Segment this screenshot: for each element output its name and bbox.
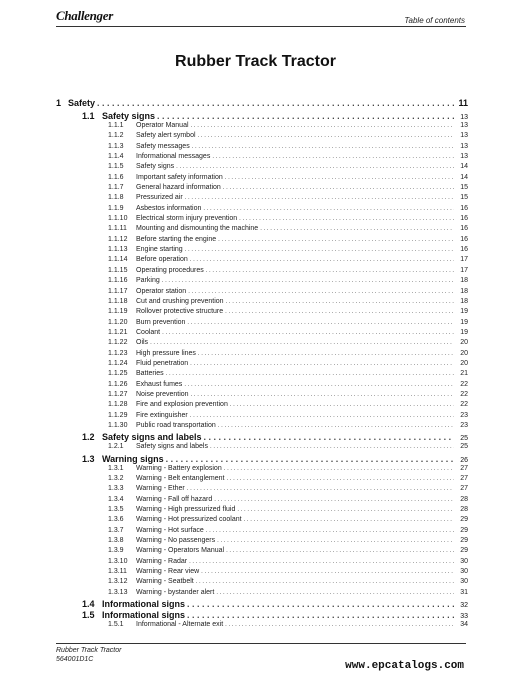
toc-entry[interactable] [56, 288, 468, 298]
toc-entry[interactable] [56, 225, 468, 235]
toc-dot-leader [226, 476, 454, 482]
toc-entry[interactable] [56, 547, 468, 557]
toc-entry-label: High pressure lines [136, 349, 196, 357]
toc-entry-label: Warning - Rear view [136, 568, 200, 576]
toc-entry-number: 1.3.5 [108, 506, 124, 514]
toc-entry[interactable] [56, 122, 468, 132]
toc-entry-page: 15 [460, 184, 468, 192]
toc-entry[interactable] [56, 496, 468, 506]
toc-entry-number: 1.1.2 [108, 132, 124, 140]
toc-entry-page: 16 [460, 235, 468, 243]
toc-entry-number: 1.1.21 [108, 328, 128, 336]
toc-entry-page: 13 [460, 114, 468, 121]
toc-entry[interactable] [56, 298, 468, 308]
toc-dot-leader [196, 579, 454, 585]
toc-entry-label: Warning - Belt entanglement [136, 475, 225, 482]
toc-entry[interactable] [56, 589, 468, 599]
toc-entry-number: 1.1.17 [108, 287, 128, 295]
toc-dot-leader [187, 320, 454, 326]
watermark-url: www.epcatalogs.com [345, 660, 464, 672]
toc-entry-label: Fire and explosion prevention [136, 401, 228, 409]
toc-entry-number: 1.3.3 [108, 485, 124, 493]
footer-doc-number: 564001D1C [56, 656, 94, 663]
toc-entry[interactable] [56, 516, 468, 526]
toc-dot-leader [184, 382, 454, 388]
toc-entry[interactable] [56, 475, 468, 485]
toc-entry-page: 13 [460, 122, 468, 129]
toc-dot-leader [244, 517, 454, 523]
toc-entry[interactable] [56, 527, 468, 537]
toc-dot-leader [225, 622, 454, 628]
toc-entry[interactable] [56, 621, 468, 631]
toc-entry-page: 22 [460, 380, 468, 388]
toc-entry-page: 17 [460, 266, 468, 274]
toc-entry-number: 1.3.8 [108, 537, 124, 545]
toc-entry[interactable] [56, 381, 468, 391]
toc-dot-leader [214, 497, 454, 503]
toc-entry-label: Electrical storm injury prevention [136, 215, 238, 223]
toc-entry[interactable] [56, 277, 468, 287]
toc-entry-page: 19 [460, 308, 468, 316]
toc-entry-number: 1.1 [82, 111, 95, 121]
toc-entry[interactable] [56, 132, 468, 142]
toc-dot-leader [198, 133, 454, 139]
toc-entry[interactable] [56, 401, 468, 411]
toc-entry[interactable] [56, 339, 468, 349]
toc-dot-leader [198, 351, 454, 357]
toc-entry-page: 27 [460, 485, 468, 493]
toc-entry-number: 1.1.6 [108, 173, 124, 181]
footer-doc-title: Rubber Track Tractor [56, 647, 122, 654]
header-divider [56, 26, 466, 27]
toc-entry[interactable] [56, 443, 468, 453]
toc-entry-page: 27 [460, 475, 468, 482]
toc-entry-number: 1.3.10 [108, 557, 128, 565]
toc-entry-number: 1.1.15 [108, 266, 128, 274]
toc-entry-label: Oils [136, 339, 149, 347]
toc-entry[interactable] [56, 610, 468, 621]
toc-entry-page: 28 [460, 506, 468, 514]
toc-entry[interactable] [56, 163, 468, 173]
toc-entry-number: 1.5 [82, 610, 95, 621]
toc-entry-page: 14 [460, 163, 468, 171]
toc-entry-page: 23 [460, 421, 468, 429]
toc-entry-label: Asbestos information [136, 204, 202, 212]
footer-divider [56, 643, 466, 644]
toc-entry-label: Exhaust fumes [136, 380, 183, 388]
toc-entry-label: Fluid penetration [136, 359, 189, 367]
page-header [0, 6, 511, 36]
toc-entry-page: 34 [460, 621, 468, 629]
toc-entry-label: Warning - Fall off hazard [136, 495, 213, 503]
toc-dot-leader [157, 111, 454, 121]
toc-dot-leader [97, 98, 454, 108]
toc-entry-label: Warning - bystander alert [136, 588, 215, 596]
toc-entry-label: Before operation [136, 256, 188, 264]
toc-entry[interactable] [56, 412, 468, 422]
toc-dot-leader [239, 216, 454, 222]
toc-entry-number: 1.1.12 [108, 235, 128, 243]
toc-entry[interactable] [56, 246, 468, 256]
toc-entry-label: Safety signs and labels [102, 432, 202, 443]
toc-dot-leader [230, 402, 454, 408]
toc-entry[interactable] [56, 360, 468, 370]
toc-entry-page: 29 [460, 516, 468, 524]
toc-entry[interactable] [56, 236, 468, 246]
toc-dot-leader [216, 590, 454, 596]
toc-entry-page: 11 [458, 98, 468, 108]
toc-entry-number: 1.1.19 [108, 308, 128, 316]
toc-entry-label: Mounting and dismounting the machine [136, 225, 259, 233]
toc-entry-page: 20 [460, 339, 468, 347]
toc-dot-leader [192, 144, 454, 150]
toc-entry-label: Cut and crushing prevention [136, 297, 224, 305]
toc-dot-leader [210, 444, 454, 450]
toc-entry-number: 1.2.1 [108, 443, 124, 451]
toc-entry-number: 1.1.23 [108, 349, 128, 357]
toc-entry-number: 1.1.25 [108, 370, 128, 378]
toc-dot-leader [190, 257, 454, 263]
toc-entry-label: Public road transportation [136, 421, 216, 429]
toc-entry-page: 22 [460, 401, 468, 409]
toc-entry-page: 13 [460, 132, 468, 140]
toc-dot-leader [206, 528, 454, 534]
toc-dot-leader [201, 569, 454, 575]
toc-entry-number: 1.3.9 [108, 547, 124, 555]
toc-entry[interactable] [56, 370, 468, 380]
toc-entry-number: 1.1.20 [108, 318, 128, 326]
toc-entry[interactable] [56, 143, 468, 153]
toc-entry-page: 29 [460, 537, 468, 545]
toc-entry-page: 13 [460, 153, 468, 161]
toc-entry[interactable] [56, 506, 468, 516]
toc-entry-label: Warning - Hot surface [136, 526, 204, 534]
toc-dot-leader [203, 206, 454, 212]
toc-entry-number: 1.1.30 [108, 421, 128, 429]
toc-entry-label: Batteries [136, 370, 164, 378]
toc-entry-page: 28 [460, 495, 468, 503]
toc-entry-page: 25 [460, 435, 468, 443]
toc-entry-label: Informational signs [102, 599, 186, 610]
toc-entry-page: 21 [460, 370, 468, 378]
toc-entry-label: Operator station [136, 287, 187, 295]
toc-entry[interactable] [56, 350, 468, 360]
toc-entry-number: 1.1.3 [108, 142, 124, 150]
toc-dot-leader [217, 538, 454, 544]
toc-entry-label: General hazard information [136, 184, 221, 192]
toc-entry-number: 1.3.2 [108, 475, 124, 482]
toc-entry-label: Safety signs and labels [136, 443, 208, 451]
toc-entry-label: Parking [136, 277, 160, 285]
toc-entry-label: Rollover protective structure [136, 308, 224, 316]
toc-entry-number: 1.1.4 [108, 153, 124, 161]
toc-entry[interactable] [56, 578, 468, 588]
toc-entry-label: Burn prevention [136, 318, 186, 326]
toc-entry[interactable] [56, 537, 468, 547]
toc-entry-page: 29 [460, 526, 468, 534]
toc-entry-label: Noise prevention [136, 390, 189, 398]
toc-entry-number: 1.1.22 [108, 339, 128, 347]
toc-dot-leader [189, 559, 454, 565]
toc-entry-number: 1.1.10 [108, 215, 128, 223]
toc-entry[interactable] [56, 267, 468, 277]
toc-dot-leader [260, 226, 454, 232]
toc-entry-number: 1.3.7 [108, 526, 124, 534]
toc-entry-number: 1.1.14 [108, 256, 128, 264]
toc-entry-page: 16 [460, 246, 468, 254]
toc-entry-number: 1.1.29 [108, 411, 128, 419]
toc-entry-label: Warning - Seatbelt [136, 578, 194, 586]
toc-entry[interactable] [56, 391, 468, 401]
toc-dot-leader [226, 299, 454, 305]
toc-entry[interactable] [56, 215, 468, 225]
toc-entry-number: 1.3.12 [108, 578, 128, 586]
toc-entry-number: 1.4 [82, 599, 95, 610]
toc-dot-leader [223, 185, 454, 191]
toc-entry[interactable] [56, 205, 468, 215]
toc-dot-leader [185, 247, 454, 253]
toc-entry-number: 1.1.28 [108, 401, 128, 409]
toc-entry-page: 17 [460, 256, 468, 264]
toc-entry-label: Coolant [136, 328, 161, 336]
toc-entry-page: 18 [460, 277, 468, 285]
toc-dot-leader [212, 154, 454, 160]
toc-dot-leader [166, 454, 454, 464]
toc-entry-label: Warning - Hot pressurized coolant [136, 516, 242, 524]
toc-dot-leader [162, 330, 454, 336]
toc-entry-label: Safety signs [102, 111, 156, 121]
toc-dot-leader [206, 268, 454, 274]
toc-entry-number: 1.3.4 [108, 495, 124, 503]
toc-entry-label: Warning - No passengers [136, 537, 216, 545]
toc-entry-page: 30 [460, 578, 468, 586]
toc-entry-label: Operator Manual [136, 122, 189, 129]
toc-entry[interactable] [56, 329, 468, 339]
toc-entry-page: 23 [460, 411, 468, 419]
toc-entry-page: 33 [460, 613, 468, 621]
toc-entry-page: 26 [460, 456, 468, 464]
toc-entry-label: Warning signs [102, 453, 164, 464]
toc-entry-page: 14 [460, 173, 468, 181]
toc-entry-page: 19 [460, 328, 468, 336]
toc-dot-leader [218, 423, 454, 429]
toc-entry[interactable] [56, 256, 468, 266]
toc-entry-label: Safety [68, 98, 96, 108]
toc-entry-number: 1.1.1 [108, 122, 124, 129]
toc-entry-page: 15 [460, 194, 468, 202]
toc-entry-number: 1 [56, 98, 62, 108]
toc-entry-label: Warning - Radar [136, 557, 188, 565]
toc-entry-number: 1.1.11 [108, 225, 127, 233]
toc-entry[interactable] [56, 599, 468, 610]
section-title: Table of contents [404, 16, 465, 25]
toc-dot-leader [218, 237, 454, 243]
toc-entry[interactable] [56, 568, 468, 578]
toc-entry-page: 20 [460, 359, 468, 367]
toc-entry-label: Warning - Operators Manual [136, 547, 225, 555]
toc-entry-label: Operating procedures [136, 266, 204, 274]
toc-entry-label: Safety signs [136, 163, 175, 171]
toc-entry-label: Informational messages [136, 153, 211, 161]
toc-entry-number: 1.3.1 [108, 464, 124, 472]
toc-entry-page: 18 [460, 297, 468, 305]
toc-entry-page: 19 [460, 318, 468, 326]
table-of-contents [56, 98, 468, 631]
toc-entry-label: Important safety information [136, 173, 223, 181]
toc-entry-number: 1.1.18 [108, 297, 128, 305]
toc-dot-leader [185, 195, 454, 201]
toc-entry[interactable] [56, 98, 468, 111]
toc-entry-number: 1.3.11 [108, 568, 127, 576]
toc-entry[interactable] [56, 308, 468, 318]
toc-entry-number: 1.5.1 [108, 621, 124, 629]
toc-entry[interactable] [56, 153, 468, 163]
toc-entry-number: 1.1.27 [108, 390, 128, 398]
toc-entry-page: 30 [460, 557, 468, 565]
toc-entry-label: Informational signs [102, 610, 186, 621]
toc-entry-page: 16 [460, 215, 468, 223]
toc-entry[interactable] [56, 432, 468, 443]
toc-dot-leader [187, 599, 454, 609]
footer-doc-info [56, 646, 121, 664]
toc-entry-label: Warning - Battery explosion [136, 464, 222, 472]
toc-entry-number: 1.1.8 [108, 194, 124, 202]
toc-entry-page: 27 [460, 464, 468, 472]
toc-dot-leader [188, 289, 454, 295]
toc-dot-leader [225, 175, 454, 181]
toc-entry[interactable] [56, 194, 468, 204]
toc-entry-page: 18 [460, 287, 468, 295]
toc-entry-number: 1.1.16 [108, 277, 128, 285]
toc-entry-label: Warning - High pressurized fluid [136, 506, 236, 514]
toc-entry-number: 1.1.9 [108, 204, 124, 212]
toc-entry[interactable] [56, 558, 468, 568]
toc-entry[interactable] [56, 319, 468, 329]
toc-entry-page: 29 [460, 547, 468, 555]
toc-entry-label: Pressurized air [136, 194, 183, 202]
toc-entry-label: Safety messages [136, 142, 190, 150]
toc-entry[interactable] [56, 465, 468, 475]
toc-entry[interactable] [56, 454, 468, 465]
toc-entry[interactable] [56, 111, 468, 122]
toc-entry[interactable] [56, 485, 468, 495]
toc-entry-number: 1.3.6 [108, 516, 124, 524]
toc-dot-leader [191, 123, 454, 129]
toc-entry-label: Warning - Ether [136, 485, 185, 493]
toc-dot-leader [150, 340, 454, 346]
toc-entry-page: 31 [460, 588, 468, 596]
toc-entry[interactable] [56, 174, 468, 184]
toc-dot-leader [225, 309, 454, 315]
toc-entry-number: 1.3 [82, 453, 95, 464]
toc-dot-leader [187, 486, 454, 492]
toc-entry-label: Informational - Alternate exit [136, 621, 224, 629]
toc-entry-number: 1.1.26 [108, 380, 128, 388]
toc-dot-leader [204, 432, 454, 442]
toc-entry-page: 13 [460, 142, 468, 150]
toc-entry[interactable] [56, 184, 468, 194]
toc-dot-leader [237, 507, 454, 513]
toc-entry-label: Before starting the engine [136, 235, 217, 243]
page-title: Rubber Track Tractor [175, 53, 336, 70]
toc-dot-leader [190, 361, 454, 367]
toc-entry-label: Fire extinguisher [136, 411, 188, 419]
toc-entry-number: 1.2 [82, 432, 95, 443]
toc-dot-leader [162, 278, 454, 284]
toc-dot-leader [226, 548, 454, 554]
toc-entry-page: 25 [460, 443, 468, 451]
toc-entry-number: 1.1.5 [108, 163, 124, 171]
toc-entry-page: 16 [460, 225, 468, 233]
toc-entry-label: Engine starting [136, 246, 183, 254]
toc-dot-leader [187, 610, 454, 620]
challenger-logo: Challenger [56, 8, 113, 23]
toc-dot-leader [224, 466, 454, 472]
toc-entry-number: 1.1.13 [108, 246, 128, 254]
toc-entry-page: 16 [460, 204, 468, 212]
toc-dot-leader [176, 164, 454, 170]
toc-dot-leader [166, 371, 454, 377]
toc-entry[interactable] [56, 422, 468, 432]
toc-entry-number: 1.1.7 [108, 184, 124, 192]
toc-entry-page: 22 [460, 390, 468, 398]
toc-entry-page: 32 [460, 602, 468, 610]
toc-entry-number: 1.3.13 [108, 588, 128, 596]
toc-entry-page: 20 [460, 349, 468, 357]
toc-entry-number: 1.1.24 [108, 359, 128, 367]
toc-dot-leader [190, 413, 454, 419]
toc-entry-label: Safety alert symbol [136, 132, 196, 140]
toc-dot-leader [191, 392, 454, 398]
toc-entry-page: 30 [460, 568, 468, 576]
